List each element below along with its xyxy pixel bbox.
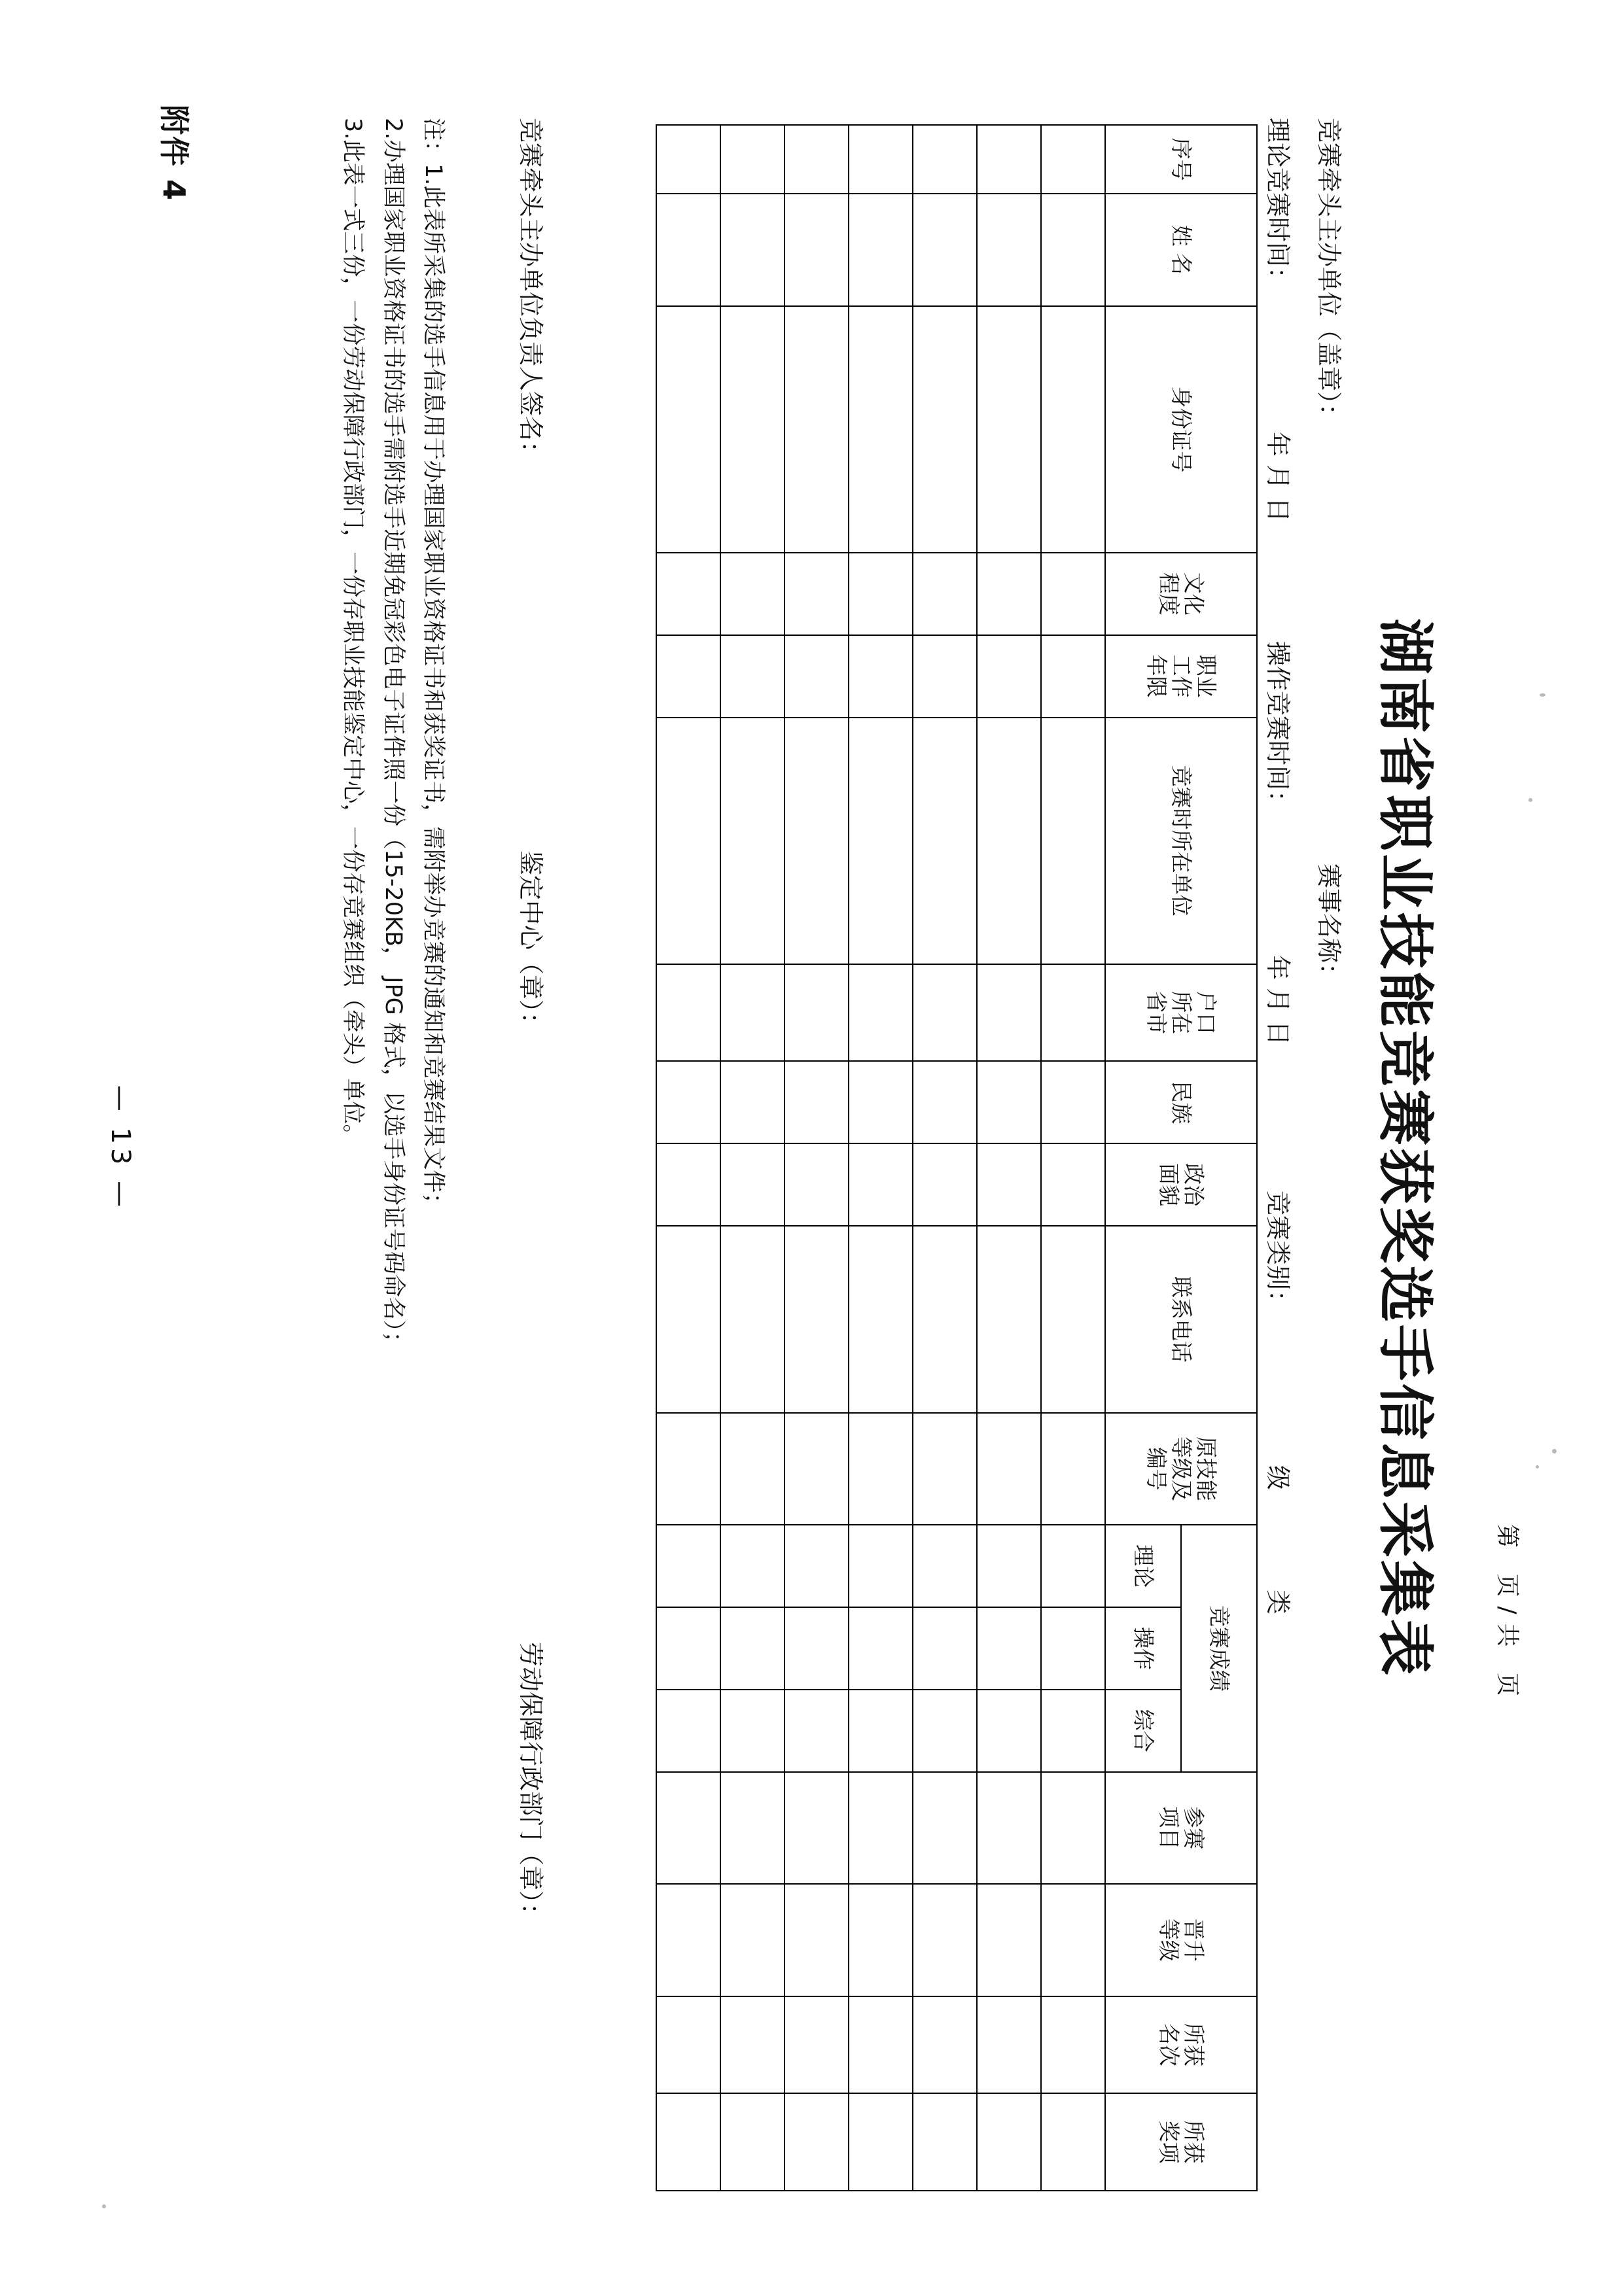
col-original-skill: 原技能 等级及 编号 — [1105, 1413, 1257, 1525]
cell-promoted-level[interactable] — [1041, 1884, 1105, 1996]
cell-phone[interactable] — [849, 1226, 913, 1413]
col-name: 姓 名 — [1105, 194, 1257, 306]
cell-work-unit[interactable] — [656, 718, 720, 964]
contest-category-label: 竞赛类别： — [1263, 1191, 1292, 1315]
cell-name[interactable] — [1041, 194, 1105, 306]
col-rank: 所获 名次 — [1105, 1996, 1257, 2094]
table-row[interactable] — [913, 125, 977, 2191]
cell-event[interactable] — [913, 1772, 977, 1885]
cell-household[interactable] — [849, 964, 913, 1062]
note-line: 注：1.此表所采集的选手信息用于办理国家职业资格证书和获奖证书，需附举办竞赛的通知和竞赛结果文件； — [420, 118, 446, 1216]
cell-score-operation[interactable] — [785, 1607, 849, 1690]
operation-time-value: 年 月 日 — [1263, 955, 1292, 1046]
cell-event[interactable] — [849, 1772, 913, 1885]
cell-event[interactable] — [785, 1772, 849, 1885]
cell-score-theory[interactable] — [720, 1525, 785, 1607]
cell-phone[interactable] — [913, 1226, 977, 1413]
cell-id-number[interactable] — [656, 306, 720, 553]
table-header-row-1 — [1181, 125, 1257, 2191]
cell-name[interactable] — [977, 194, 1041, 306]
cell-score-theory[interactable] — [977, 1525, 1041, 1607]
cell-score-operation[interactable] — [977, 1607, 1041, 1690]
cell-seq[interactable] — [1041, 125, 1105, 194]
cell-score-theory[interactable] — [656, 1525, 720, 1607]
cell-score-overall[interactable] — [656, 1690, 720, 1772]
cell-rank[interactable] — [720, 1996, 785, 2094]
cell-original-skill[interactable] — [913, 1413, 977, 1525]
cell-education[interactable] — [785, 553, 849, 635]
cell-original-skill[interactable] — [785, 1413, 849, 1525]
col-promoted-level: 晋升 等级 — [1105, 1884, 1257, 1996]
cell-id-number[interactable] — [785, 306, 849, 553]
cell-ethnicity[interactable] — [785, 1061, 849, 1143]
cell-household[interactable] — [1041, 964, 1105, 1062]
cell-score-theory[interactable] — [785, 1525, 849, 1607]
cell-rank[interactable] — [977, 1996, 1041, 2094]
scan-speck — [1552, 1449, 1557, 1453]
cell-education[interactable] — [977, 553, 1041, 635]
contest-level-value: 级 — [1263, 1465, 1292, 1491]
cell-education[interactable] — [913, 553, 977, 635]
cell-ethnicity[interactable] — [720, 1061, 785, 1143]
cell-education[interactable] — [849, 553, 913, 635]
cell-phone[interactable] — [785, 1226, 849, 1413]
cell-ethnicity[interactable] — [913, 1061, 977, 1143]
col-phone: 联系电话 — [1105, 1226, 1257, 1413]
table-row[interactable] — [720, 125, 785, 2191]
cell-name[interactable] — [656, 194, 720, 306]
page-title: 湖南省职业技能竞赛获奖选手信息采集表 — [1372, 618, 1438, 1678]
table-body — [656, 125, 1105, 2191]
cell-id-number[interactable] — [720, 306, 785, 553]
cell-score-operation[interactable] — [720, 1607, 785, 1690]
notes-block — [332, 118, 453, 2211]
col-political: 政治 面貌 — [1105, 1143, 1257, 1226]
scan-speck — [1528, 798, 1532, 802]
col-household: 户口 所在 省市 — [1105, 964, 1257, 1062]
cell-promoted-level[interactable] — [849, 1884, 913, 1996]
cell-household[interactable] — [720, 964, 785, 1062]
cell-work-years[interactable] — [1041, 635, 1105, 718]
cell-event[interactable] — [977, 1772, 1041, 1885]
col-work-unit: 竞赛时所在单位 — [1105, 718, 1257, 964]
cell-id-number[interactable] — [913, 306, 977, 553]
cell-score-overall[interactable] — [720, 1690, 785, 1772]
cell-score-theory[interactable] — [913, 1525, 977, 1607]
cell-seq[interactable] — [656, 125, 720, 194]
cell-phone[interactable] — [656, 1226, 720, 1413]
cell-score-overall[interactable] — [913, 1690, 977, 1772]
table-row[interactable] — [656, 125, 720, 2191]
cell-work-years[interactable] — [656, 635, 720, 718]
cell-education[interactable] — [720, 553, 785, 635]
col-work-years: 职业 工作 年限 — [1105, 635, 1257, 718]
signature-label: 竞赛牵头主办单位负责人签名： — [516, 118, 545, 466]
cell-political[interactable] — [720, 1143, 785, 1226]
cell-work-years[interactable] — [913, 635, 977, 718]
cell-ethnicity[interactable] — [849, 1061, 913, 1143]
operation-time-label: 操作竞赛时间： — [1263, 641, 1292, 816]
contest-type-value: 类 — [1263, 1590, 1292, 1615]
cell-political[interactable] — [977, 1143, 1041, 1226]
scan-speck — [1536, 1465, 1539, 1469]
table-row[interactable] — [849, 125, 913, 2191]
page-field: 第 页/共 页 — [1494, 1524, 1521, 1706]
cell-event[interactable] — [720, 1772, 785, 1885]
col-score-theory: 理论 — [1105, 1525, 1181, 1607]
cell-seq[interactable] — [849, 125, 913, 194]
cell-score-theory[interactable] — [849, 1525, 913, 1607]
col-education: 文化 程度 — [1105, 553, 1257, 635]
cell-rank[interactable] — [656, 1996, 720, 2094]
cell-work-unit[interactable] — [720, 718, 785, 964]
cell-score-operation[interactable] — [1041, 1607, 1105, 1690]
cell-phone[interactable] — [720, 1226, 785, 1413]
cell-id-number[interactable] — [977, 306, 1041, 553]
cell-rank[interactable] — [785, 1996, 849, 2094]
col-event: 参赛 项目 — [1105, 1772, 1257, 1885]
cell-household[interactable] — [785, 964, 849, 1062]
cell-award[interactable] — [785, 2093, 849, 2191]
cell-id-number[interactable] — [849, 306, 913, 553]
cell-score-overall[interactable] — [1041, 1690, 1105, 1772]
cell-score-operation[interactable] — [656, 1607, 720, 1690]
cell-award[interactable] — [720, 2093, 785, 2191]
cell-household[interactable] — [913, 964, 977, 1062]
cell-score-overall[interactable] — [785, 1690, 849, 1772]
cell-education[interactable] — [656, 553, 720, 635]
cell-work-unit[interactable] — [977, 718, 1041, 964]
cell-award[interactable] — [656, 2093, 720, 2191]
cell-promoted-level[interactable] — [720, 1884, 785, 1996]
cell-score-operation[interactable] — [849, 1607, 913, 1690]
cell-id-number[interactable] — [1041, 306, 1105, 553]
scan-speck — [1540, 693, 1545, 697]
cell-household[interactable] — [977, 964, 1041, 1062]
cell-political[interactable] — [1041, 1143, 1105, 1226]
cell-award[interactable] — [913, 2093, 977, 2191]
cell-score-operation[interactable] — [913, 1607, 977, 1690]
cell-work-years[interactable] — [849, 635, 913, 718]
cell-rank[interactable] — [1041, 1996, 1105, 2094]
col-award: 所获 奖项 — [1105, 2093, 1257, 2191]
cell-political[interactable] — [849, 1143, 913, 1226]
center-seal-label: 鉴定中心（章）： — [516, 850, 545, 1037]
cell-work-years[interactable] — [785, 635, 849, 718]
cell-rank[interactable] — [913, 1996, 977, 2094]
award-info-table — [656, 124, 1258, 2191]
cell-work-years[interactable] — [977, 635, 1041, 718]
table-row[interactable] — [1041, 125, 1105, 2191]
cell-ethnicity[interactable] — [1041, 1061, 1105, 1143]
cell-original-skill[interactable] — [977, 1413, 1041, 1525]
cell-promoted-level[interactable] — [977, 1884, 1041, 1996]
cell-name[interactable] — [720, 194, 785, 306]
col-seq: 序号 — [1105, 125, 1257, 194]
cell-name[interactable] — [785, 194, 849, 306]
cell-score-overall[interactable] — [849, 1690, 913, 1772]
cell-promoted-level[interactable] — [785, 1884, 849, 1996]
cell-event[interactable] — [656, 1772, 720, 1885]
cell-work-years[interactable] — [720, 635, 785, 718]
col-score-overall: 综合 — [1105, 1690, 1181, 1772]
cell-seq[interactable] — [720, 125, 785, 194]
page-number: — 13 — — [105, 1085, 135, 1211]
cell-household[interactable] — [656, 964, 720, 1062]
cell-ethnicity[interactable] — [656, 1061, 720, 1143]
cell-award[interactable] — [849, 2093, 913, 2191]
col-id-number: 身份证号 — [1105, 306, 1257, 553]
note-line: 3.此表一式三份，一份劳动保障行政部门，一份存职业技能鉴定中心，一份存竞赛组织（牵头）单位。 — [340, 118, 366, 1147]
cell-work-unit[interactable] — [1041, 718, 1105, 964]
contest-name-label: 赛事名称： — [1315, 863, 1343, 988]
cell-phone[interactable] — [1041, 1226, 1105, 1413]
cell-score-overall[interactable] — [977, 1690, 1041, 1772]
cell-promoted-level[interactable] — [913, 1884, 977, 1996]
col-group-score: 竞赛成绩 — [1181, 1525, 1257, 1771]
cell-name[interactable] — [849, 194, 913, 306]
cell-original-skill[interactable] — [1041, 1413, 1105, 1525]
cell-original-skill[interactable] — [849, 1413, 913, 1525]
labor-dept-label: 劳动保障行政部门（章）： — [516, 1642, 545, 1928]
table-row[interactable] — [785, 125, 849, 2191]
cell-work-unit[interactable] — [913, 718, 977, 964]
cell-political[interactable] — [913, 1143, 977, 1226]
cell-work-unit[interactable] — [785, 718, 849, 964]
attachment-label: 附件 4 — [156, 105, 192, 202]
cell-phone[interactable] — [977, 1226, 1041, 1413]
cell-original-skill[interactable] — [656, 1413, 720, 1525]
cell-original-skill[interactable] — [720, 1413, 785, 1525]
cell-promoted-level[interactable] — [656, 1884, 720, 1996]
cell-seq[interactable] — [913, 125, 977, 194]
cell-seq[interactable] — [977, 125, 1041, 194]
cell-award[interactable] — [977, 2093, 1041, 2191]
cell-score-theory[interactable] — [1041, 1525, 1105, 1607]
cell-rank[interactable] — [849, 1996, 913, 2094]
col-ethnicity: 民族 — [1105, 1061, 1257, 1143]
cell-political[interactable] — [656, 1143, 720, 1226]
table-row[interactable] — [977, 125, 1041, 2191]
host-unit-label: 竞赛牵头主办单位（盖章）： — [1315, 118, 1343, 429]
cell-event[interactable] — [1041, 1772, 1105, 1885]
note-line: 2.办理国家职业资格证书的选手需附选手近期免冠彩色电子证件照一份（15-20KB， JPG 格式，以选手身份证号码命名）； — [380, 118, 406, 1355]
cell-political[interactable] — [785, 1143, 849, 1226]
col-score-operation: 操作 — [1105, 1607, 1181, 1690]
cell-award[interactable] — [1041, 2093, 1105, 2191]
cell-work-unit[interactable] — [849, 718, 913, 964]
cell-seq[interactable] — [785, 125, 849, 194]
cell-name[interactable] — [913, 194, 977, 306]
theory-time-label: 理论竞赛时间： — [1263, 118, 1292, 292]
theory-time-value: 年 月 日 — [1263, 432, 1292, 523]
cell-ethnicity[interactable] — [977, 1061, 1041, 1143]
cell-education[interactable] — [1041, 553, 1105, 635]
